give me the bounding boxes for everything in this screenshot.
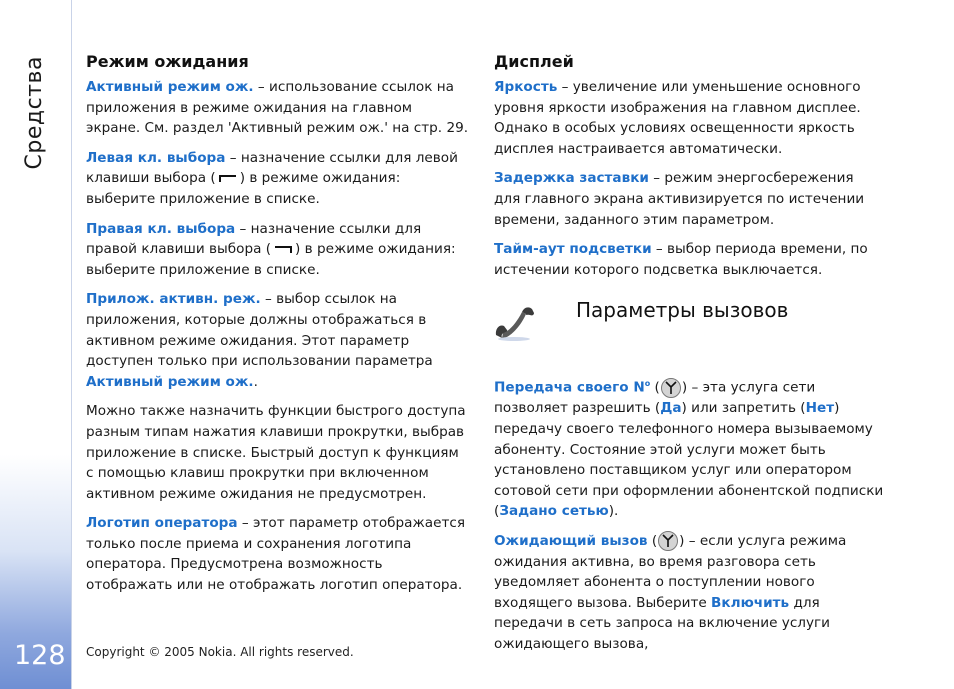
call-waiting-item [494,531,884,655]
backlight-text: – выбор периода времени, по истечении которого подсветка выключается. [494,241,868,278]
display-heading: Дисплей [494,52,574,71]
operator-logo-link[interactable]: Логотип оператора [86,515,238,532]
send-my-number-link[interactable]: Передача своего N [494,379,645,396]
side-bar [0,0,72,689]
left-softkey-icon [218,173,238,183]
active-standby-item [86,77,470,139]
network-service-icon [658,531,678,551]
left-softkey-text-b: ) в режиме ожидания: выберите приложение в списке. [86,170,401,207]
backlight-item [494,239,884,280]
send-text-3: ) или запретить ( [681,400,806,417]
page-number: 128 [14,640,66,671]
active-standby-link[interactable]: Активный режим ож. [86,79,254,95]
option-no[interactable]: Нет [805,400,835,417]
operator-logo-text: – этот параметр отображается только после приема и сохранения логотипа оператора. Предусмотрена возможность отображать или не отображать логотип оператора. [86,515,466,594]
left-column [86,52,470,605]
screensaver-link[interactable]: Задержка заставки [494,170,649,187]
left-softkey-item [86,148,470,210]
waiting-text-2: ) – если услуга режима ожидания активна, во время разговора сеть уведомляет абонента о поступлении нового входящего вызова. Выберите [494,533,847,611]
left-softkey-text-a: – назначение ссылки для левой клавиши выбора ( [86,149,458,187]
right-softkey-text-b: ) в режиме ожидания: выберите приложение в списке. [86,241,456,278]
waiting-text-3: для передачи в сеть запроса на включение услуги ожидающего вызова, [494,594,831,652]
operator-logo-item [86,513,470,595]
waiting-text-1: ( [647,533,658,550]
right-softkey-text-a: – назначение ссылки для правой клавиши выбора ( [86,220,422,258]
right-softkey-link[interactable]: Правая кл. выбора [86,220,236,237]
backlight-link[interactable]: Тайм-аут подсветки [494,241,652,258]
phone-handset-icon [492,302,536,342]
send-text-2: ) – эта услуга сети позволяет разрешить ( [494,379,816,417]
left-softkey-link[interactable]: Левая кл. выбора [86,149,226,166]
call-waiting-link[interactable]: Ожидающий вызов [494,533,648,550]
send-my-number-item [494,374,884,522]
call-settings-title: Параметры вызовов [576,298,789,323]
active-apps-text: – выбор ссылок на приложения, которые должны отображаться в активном режиме ожидания. Этот параметр доступен только при использовании параметра [86,291,433,370]
numero-sup: o [644,379,651,389]
copyright-footer: Copyright © 2005 Nokia. All rights reserved. [86,645,354,659]
network-service-icon [661,378,681,398]
right-column [494,52,884,664]
shortcuts-paragraph: Можно также назначить функции быстрого доступа разным типам нажатия клавиши прокрутки, выбрав приложение в списке. Быстрый доступ к функциям с помощью клавиш прокрутки при включенном активном режиме ожидания не предусмотрен. [86,403,466,502]
active-standby-ref-link[interactable]: Активный режим ож. [86,373,254,390]
active-apps-text-end: . [253,373,258,390]
active-apps-link[interactable]: Прилож. активн. реж. [86,291,261,308]
send-text-5: ). [608,503,619,520]
brightness-text: – увеличение или уменьшение основного уровня яркости изображения на главном дисплее. Однако в особых условиях освещенности яркость дисплея настраивается автоматически. [494,79,861,157]
right-softkey-icon [273,244,293,254]
screensaver-text: – режим энергосбережения для главного экрана активизируется по истечении времени, заданного этим параметром. [494,170,865,228]
option-activate[interactable]: Включить [711,594,790,611]
option-yes[interactable]: Да [660,400,682,417]
standby-heading: Режим ожидания [86,52,249,71]
active-standby-text: – использование ссылок на приложения в режиме ожидания на главном экране. См. раздел 'Активный режим ож.' на стр. 29. [86,79,469,137]
brightness-link[interactable]: Яркость [494,79,558,95]
call-settings-header [494,296,884,366]
screensaver-item [494,168,884,230]
side-bar-divider [71,0,72,689]
send-text-1: ( [650,379,660,396]
option-set-by-network[interactable]: Задано сетью [499,503,609,520]
brightness-item [494,77,884,159]
right-softkey-item [86,219,470,281]
active-apps-item [86,289,470,392]
section-title: Средства [22,56,47,170]
send-text-4: ) передачу своего телефонного номера вызываемому абоненту. Состояние этой услуги может быть установлено поставщиком услуг или оператором сотовой сети при оформлении абонентской подписки ( [494,400,884,520]
